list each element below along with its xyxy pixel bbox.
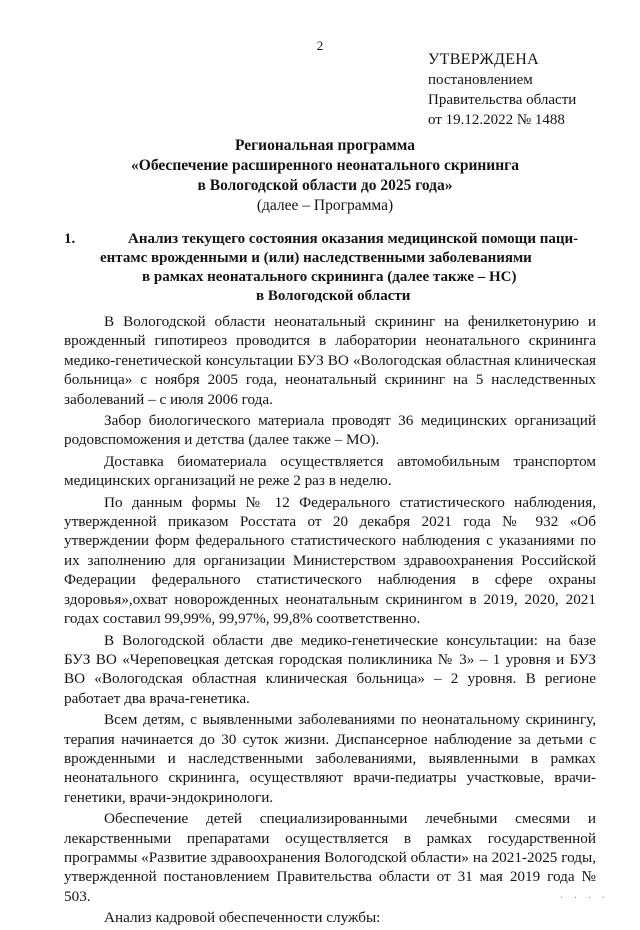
section-title-line: в Вологодской области xyxy=(256,288,411,304)
title-note: (далее – Программа) xyxy=(256,197,394,214)
paragraph: Забор биологического материала проводят 36 медицинских организаций родовспоможения и детства (далее также – МО). xyxy=(64,412,596,449)
approval-stamp xyxy=(428,50,576,130)
approval-heading: УТВЕРЖДЕНА xyxy=(428,51,540,68)
paragraph: Доставка биоматериала осуществляется автомобильным транспортом медицинских организаций не реже 2 раз в неделю. xyxy=(64,452,596,490)
paragraph: Анализ кадровой обеспеченности службы: xyxy=(104,909,381,927)
section-title-line: в рамках неонатального скрининга (далее также – НС) xyxy=(142,269,517,285)
approval-line: постановлением xyxy=(428,72,533,88)
section-title-line: Анализ текущего состояния оказания медицинской помощи паци- xyxy=(128,231,579,247)
paragraph: По данным формы № 12 Федерального статистического наблюдения, утвержденной приказом Росстата от 20 декабря 2021 года № 932 «Об утверждении форм федерального статистического наблюдения с указаниями по их заполнению для организации Министерством здравоохранения Российской Федерации федерального статистического наблюдения в сфере охраны здоровья»,охват новорожденных неонатальным скринингом в 2019, 2020, 2021 годах составил 99,99%, 99,97%, 99,8% соответственно. xyxy=(64,493,596,628)
title-line: Региональная программа xyxy=(235,137,415,154)
approval-line: Правительства области xyxy=(428,92,577,108)
section-number: 1. xyxy=(64,231,76,247)
program-title xyxy=(60,136,590,216)
title-line: «Обеспечение расширенного неонатального скрининга xyxy=(131,157,519,174)
approval-date: от 19.12.2022 № 1488 xyxy=(428,112,565,128)
paragraph: В Вологодской области неонатальный скрининг на фенилкетонурию и врожденный гипотиреоз проводится в лаборатории неонатального скрининга медико-генетической консультации БУЗ ВО «Вологодская областная клиническая больница» с ноября 2005 года, неонатальный скрининг на 5 наследственных заболеваний – с июля 2006 года. xyxy=(64,313,596,408)
page-number: 2 xyxy=(316,38,324,53)
paragraph: Всем детям, с выявленными заболеваниями по неонатальному скринингу, терапия начинается до 30 суток жизни. Диспансерное наблюдение за детьми с врожденными и наследственными заболеваниями, выявленными в рамках неонатального скрининга, осуществляют врачи-педиатры участковые, врачи-генетики, врачи-эндокринологи. xyxy=(64,711,596,806)
paragraph: В Вологодской области две медико-генетические консультации: на базе БУЗ ВО «Череповецкая детская городская поликлиника № 3» – 1 уровня и БУЗ ВО «Вологодская областная клиническая больница» – 2 уровня. В регионе работает два врача-генетика. xyxy=(64,631,596,707)
body-text xyxy=(64,312,596,930)
paragraph: Обеспечение детей специализированными лечебными смесями и лекарственными препаратами осуществляется в рамках государственной программы «Развитие здравоохранения Вологодской области» на 2021-2025 годы, утвержденной постановлением Правительства области от 31 мая 2019 года № 503. xyxy=(64,810,596,905)
scan-marks: · · · · xyxy=(560,893,609,904)
section-title-line: ентамс врожденными и (или) наследственными заболеваниями xyxy=(100,250,532,266)
title-line: в Вологодской области до 2025 года» xyxy=(197,177,453,194)
